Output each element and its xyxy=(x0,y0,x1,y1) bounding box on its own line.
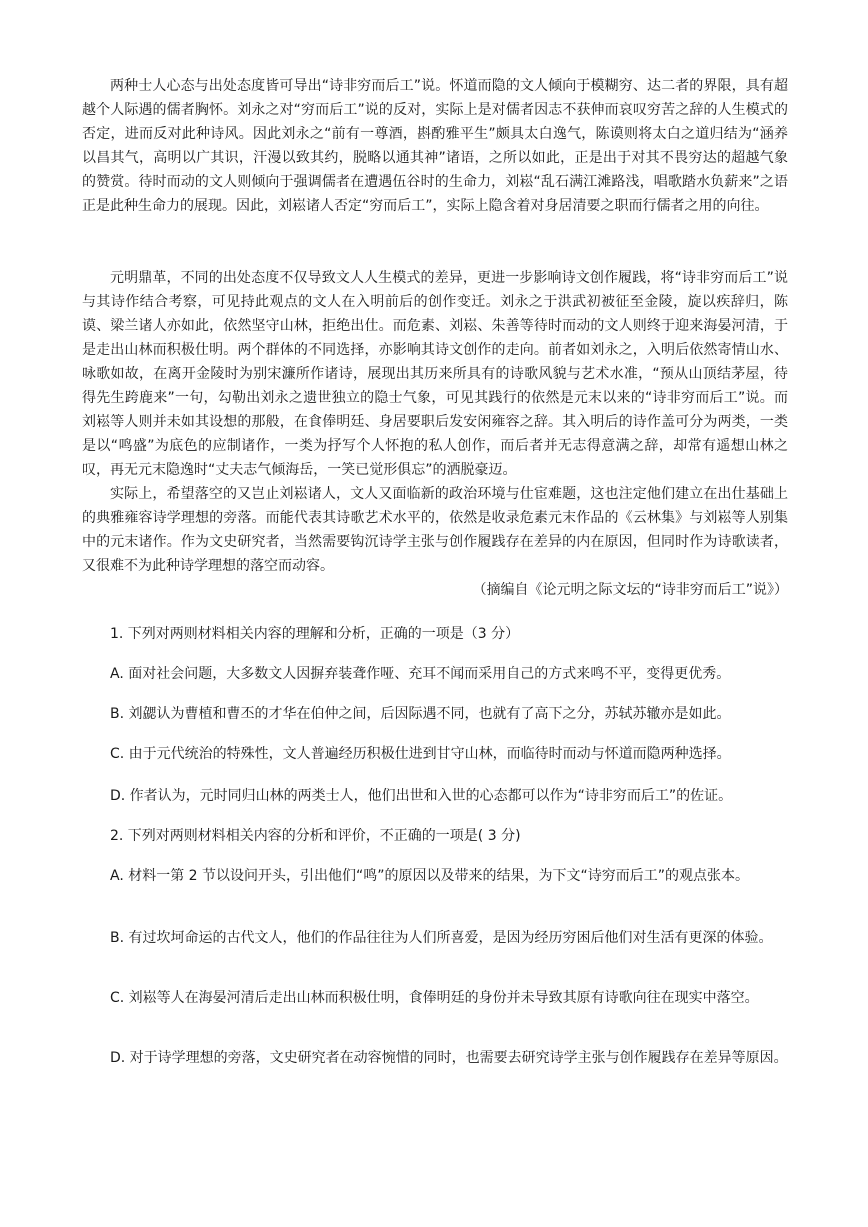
question-2-option-c: C. 刘崧等人在海晏河清后走出山林而积极仕明，食俸明廷的身份并未导致其原有诗歌向往在现实中落空。 xyxy=(110,990,759,1006)
question-1-option-a: A. 面对社会问题，大多数文人因摒弃装聋作哑、充耳不闻而采用自己的方式来鸣不平，变得更优秀。 xyxy=(110,666,731,682)
question-2-option-d: D. 对于诗学理想的旁落，文史研究者在动容惋惜的同时，也需要去研究诗学主张与创作履践存在差异等原因。 xyxy=(110,1050,788,1066)
question-1-option-b: B. 刘勰认为曹植和曹丕的才华在伯仲之间，后因际遇不同，也就有了高下之分，苏轼苏辙亦是如此。 xyxy=(110,706,731,722)
question-2-option-a: A. 材料一第 2 节以设问开头，引出他们“鸣”的原因以及带来的结果，为下文“诗穷而后工”的观点张本。 xyxy=(110,868,750,884)
question-2-option-b: B. 有过坎坷命运的古代文人，他们的作品往往为人们所喜爱，是因为经历穷困后他们对生活有更深的体验。 xyxy=(110,930,773,946)
source-citation: （摘编自《论元明之际文坛的“诗非穷而后工”说》） xyxy=(472,582,788,598)
passage-paragraph-3: 实际上，希望落空的又岂止刘崧诸人，文人又面临新的政治环境与仕宦难题，这也注定他们建立在出仕基础上的典雅雍容诗学理想的旁落。而能代表其诗歌艺术水平的，依然是收录危素元末作品的《云林集》与刘崧等人别集中的元末诸作。作为文史研究者，当然需要钩沉诗学主张与创作履践存在差异的内在原因，但同时作为诗歌读者，又很难不为此种诗学理想的落空而动容。 xyxy=(82,486,788,574)
question-1-option-c: C. 由于元代统治的特殊性，文人普遍经历积极仕进到甘守山林，而临待时而动与怀道而隐两种选择。 xyxy=(110,746,731,762)
passage-paragraph-1: 两种士人心态与出处态度皆可导出“诗非穷而后工”说。怀道而隐的文人倾向于模糊穷、达二者的界限，具有超越个人际遇的儒者胸怀。刘永之对“穷而后工”说的反对，实际上是对儒者因志不获伸而哀叹穷苦之辞的人生模式的否定，进而反对此种诗风。因此刘永之“前有一尊酒，斟酌雅平生”颇具太白逸气，陈谟则将太白之道归结为“涵养以昌其气，高明以广其识，汗漫以致其约，脱略以通其神”诸语，之所以如此，正是出于对其不畏穷达的超越气象的赞赏。待时而动的文人则倾向于强调儒者在遭遇伍谷时的生命力，刘崧“乱石满江滩路浅，唱歌踏水负薪来”之语正是此种生命力的展现。因此，刘崧诸人否定“穷而后工”，实际上隐含着对身居清要之职而行儒者之用的向往。 xyxy=(82,78,788,214)
passage-paragraph-2: 元明鼎革，不同的出处态度不仅导致文人人生模式的差异，更进一步影响诗文创作履践，将“诗非穷而后工”说与其诗作结合考察，可见持此观点的文人在入明前后的创作变迁。刘永之于洪武初被征至金陵，旋以疾辞归，陈谟、梁兰诸人亦如此，依然坚守山林，拒绝出仕。而危素、刘崧、朱善等待时而动的文人则终于迎来海晏河清，于是走出山林而积极仕明。两个群体的不同选择，亦影响其诗文创作的走向。前者如刘永之，入明后依然寄情山水、咏歌如故，在离开金陵时为别宋濂所作诸诗，展现出其历来所具有的诗歌风貌与艺术水准，“预从山顶结茅屋，待得先生跨鹿来”一句，勾勒出刘永之遗世独立的隐士气象，可见其践行的依然是元末以来的“诗非穷而后工”说。而刘崧等人则并未如其设想的那般，在食俸明廷、身居要职后发安闲雍容之辞。其入明后的诗作盖可分为两类，一类是以“鸣盛”为底色的应制诸作，一类为抒写个人怀抱的私人创作，而后者并无志得意满之辞，却常有遥想山林之叹，再无元末隐逸时“丈夫志气倾海岳，一笑已觉形俱忘”的洒脱豪迈。 xyxy=(82,270,788,478)
question-1-option-d: D. 作者认为，元时同归山林的两类士人，他们出世和入世的心态都可以作为“诗非穷而后工”的佐证。 xyxy=(110,788,733,804)
question-1-stem: 1. 下列对两则材料相关内容的理解和分析，正确的一项是（3 分） xyxy=(110,626,520,642)
question-2-stem: 2. 下列对两则材料相关内容的分析和评价，不正确的一项是( 3 分) xyxy=(110,828,521,844)
